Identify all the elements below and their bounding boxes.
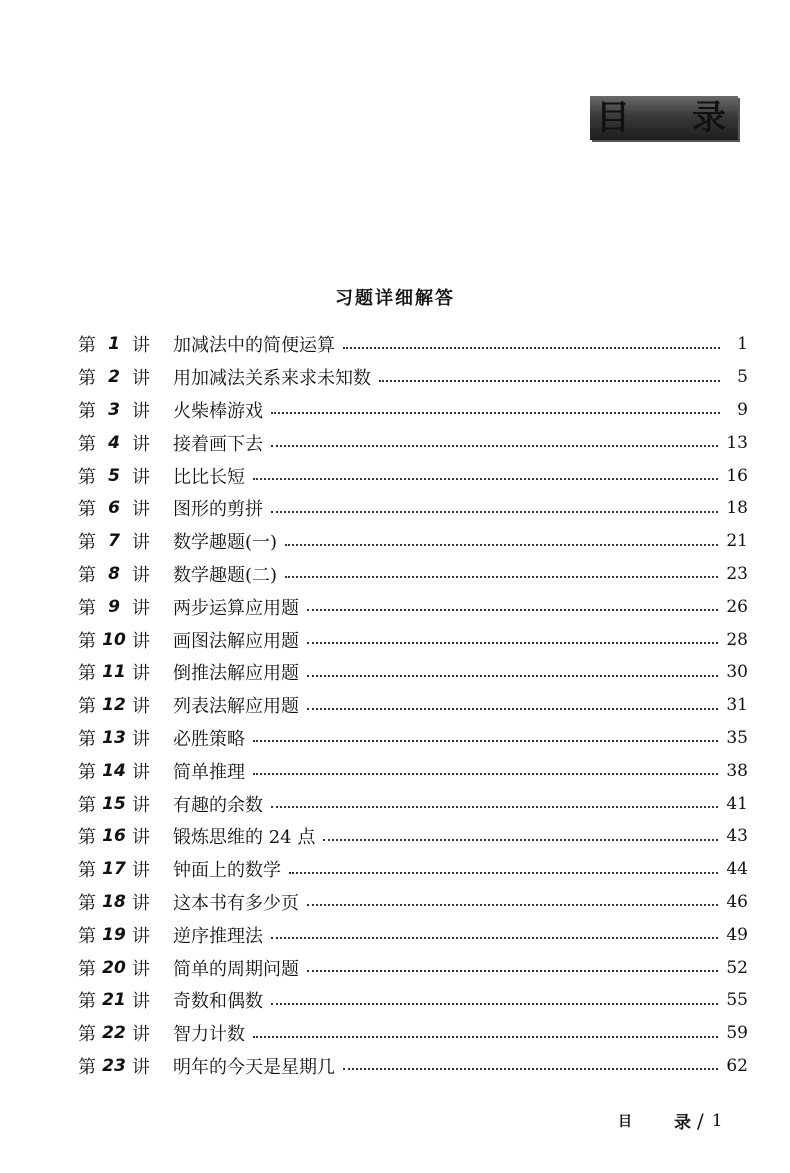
lecture-prefix: 第: [78, 433, 96, 455]
lecture-label: [78, 561, 173, 587]
lecture-number: 6: [108, 498, 120, 519]
lecture-prefix: 第: [78, 761, 96, 783]
lecture-number: 17: [102, 859, 126, 880]
lecture-label: [78, 659, 173, 685]
entry-page-number: 49: [726, 924, 748, 945]
dot-leader: [307, 674, 718, 677]
entry-title: 倒推法解应用题: [173, 663, 299, 685]
entry-title: 加减法中的简便运算: [173, 335, 335, 357]
toc-entry[interactable]: [78, 623, 748, 656]
lecture-suffix: 讲: [132, 860, 150, 882]
lecture-number: 1: [108, 334, 120, 355]
entry-page-number: 30: [726, 662, 748, 683]
lecture-prefix: 第: [78, 1024, 96, 1046]
lecture-number: 14: [102, 760, 126, 781]
entry-title: 智力计数: [173, 1024, 245, 1046]
lecture-label: [78, 856, 173, 882]
lecture-suffix: 讲: [132, 335, 150, 357]
lecture-prefix: 第: [78, 400, 96, 422]
entry-page-number: 55: [726, 990, 748, 1011]
entry-title: 必胜策略: [173, 728, 245, 750]
lecture-number: 23: [102, 1055, 126, 1076]
dot-leader: [379, 379, 720, 382]
footer-label-b: 录: [674, 1113, 691, 1133]
entry-title: 数学趣题(一): [173, 532, 278, 554]
lecture-label: [78, 791, 173, 817]
dot-leader: [271, 444, 718, 447]
section-heading: 习题详细解答: [335, 288, 455, 309]
lecture-label: [78, 922, 173, 948]
entry-title: 锻炼思维的 24 点: [173, 827, 316, 849]
dot-leader: [271, 805, 718, 808]
dot-leader: [271, 411, 720, 414]
dot-leader: [323, 838, 718, 841]
lecture-label: [78, 364, 173, 390]
entry-title: 奇数和偶数: [173, 991, 263, 1013]
lecture-label: [78, 397, 173, 423]
entry-title: 火柴棒游戏: [173, 400, 263, 422]
dot-leader: [271, 510, 718, 513]
lecture-prefix: 第: [78, 499, 96, 521]
lecture-label: [78, 528, 173, 554]
entry-title: 钟面上的数学: [173, 860, 281, 882]
lecture-prefix: 第: [78, 466, 96, 488]
dot-leader: [307, 641, 718, 644]
entry-page-number: 5: [737, 367, 748, 388]
lecture-prefix: 第: [78, 1056, 96, 1078]
entry-page-number: 46: [726, 891, 748, 912]
lecture-label: [78, 594, 173, 620]
entry-page-number: 41: [726, 793, 748, 814]
entry-title: 画图法解应用题: [173, 630, 299, 652]
dot-leader: [271, 1002, 718, 1005]
lecture-suffix: 讲: [132, 564, 150, 586]
entry-page-number: 44: [726, 859, 748, 880]
lecture-number: 2: [108, 367, 120, 388]
lecture-number: 7: [108, 531, 120, 552]
toc-entry[interactable]: [78, 754, 748, 787]
lecture-suffix: 讲: [132, 925, 150, 947]
lecture-suffix: 讲: [132, 499, 150, 521]
lecture-number: 22: [102, 1023, 126, 1044]
dot-leader: [307, 969, 718, 972]
lecture-suffix: 讲: [132, 1056, 150, 1078]
title-char-mu: 目: [596, 98, 630, 138]
lecture-suffix: 讲: [132, 958, 150, 980]
lecture-suffix: 讲: [132, 597, 150, 619]
entry-page-number: 1: [737, 334, 748, 355]
lecture-label: [78, 889, 173, 915]
lecture-prefix: 第: [78, 958, 96, 980]
toc-entry[interactable]: [78, 328, 748, 361]
entry-title: 用加减法关系来求未知数: [173, 368, 371, 390]
lecture-number: 16: [102, 826, 126, 847]
toc-entry[interactable]: [78, 1017, 748, 1050]
toc-entry[interactable]: [78, 918, 748, 951]
toc-entry[interactable]: [78, 492, 748, 525]
entry-title: 列表法解应用题: [173, 696, 299, 718]
entry-page-number: 38: [726, 760, 748, 781]
footer-page-number: 1: [711, 1110, 723, 1131]
lecture-number: 9: [108, 596, 120, 617]
page-footer: [618, 1108, 723, 1133]
lecture-number: 3: [108, 399, 120, 420]
lecture-prefix: 第: [78, 827, 96, 849]
lecture-number: 18: [102, 891, 126, 912]
dot-leader: [307, 608, 718, 611]
lecture-suffix: 讲: [132, 892, 150, 914]
entry-page-number: 43: [726, 826, 748, 847]
entry-page-number: 59: [726, 1023, 748, 1044]
entry-title: 简单推理: [173, 761, 245, 783]
entry-page-number: 31: [726, 695, 748, 716]
entry-page-number: 23: [726, 563, 748, 584]
entry-page-number: 18: [726, 498, 748, 519]
toc-entry[interactable]: [78, 361, 748, 394]
lecture-prefix: 第: [78, 663, 96, 685]
entry-title: 两步运算应用题: [173, 597, 299, 619]
lecture-number: 15: [102, 793, 126, 814]
entry-page-number: 52: [726, 957, 748, 978]
toc-entry[interactable]: [78, 787, 748, 820]
lecture-prefix: 第: [78, 794, 96, 816]
lecture-suffix: 讲: [132, 368, 150, 390]
lecture-suffix: 讲: [132, 761, 150, 783]
lecture-label: [78, 627, 173, 653]
toc-entry[interactable]: [78, 951, 748, 984]
lecture-suffix: 讲: [132, 696, 150, 718]
lecture-prefix: 第: [78, 532, 96, 554]
lecture-suffix: 讲: [132, 991, 150, 1013]
entry-title: 比比长短: [173, 466, 245, 488]
dot-leader: [343, 346, 720, 349]
lecture-label: [78, 463, 173, 489]
lecture-prefix: 第: [78, 597, 96, 619]
lecture-number: 21: [102, 990, 126, 1011]
lecture-prefix: 第: [78, 368, 96, 390]
toc-entry[interactable]: [78, 1050, 748, 1083]
toc-list: [78, 328, 748, 1082]
toc-entry[interactable]: [78, 525, 748, 558]
lecture-number: 8: [108, 563, 120, 584]
lecture-prefix: 第: [78, 630, 96, 652]
lecture-prefix: 第: [78, 728, 96, 750]
dot-leader: [253, 477, 718, 480]
dot-leader: [307, 903, 718, 906]
dot-leader: [253, 739, 718, 742]
entry-title: 简单的周期问题: [173, 958, 299, 980]
toc-entry[interactable]: [78, 689, 748, 722]
entry-page-number: 9: [737, 399, 748, 420]
lecture-prefix: 第: [78, 564, 96, 586]
lecture-suffix: 讲: [132, 400, 150, 422]
lecture-number: 13: [102, 727, 126, 748]
entry-title: 图形的剪拼: [173, 499, 263, 521]
lecture-number: 20: [102, 957, 126, 978]
lecture-number: 19: [102, 924, 126, 945]
title-char-lu: 录: [692, 98, 726, 138]
lecture-suffix: 讲: [132, 532, 150, 554]
lecture-suffix: 讲: [132, 728, 150, 750]
lecture-label: [78, 331, 173, 357]
toc-entry[interactable]: [78, 886, 748, 919]
toc-entry[interactable]: [78, 426, 748, 459]
lecture-suffix: 讲: [132, 827, 150, 849]
lecture-prefix: 第: [78, 892, 96, 914]
toc-entry[interactable]: [78, 394, 748, 427]
entry-page-number: 16: [726, 465, 748, 486]
footer-separator: /: [697, 1108, 704, 1133]
lecture-prefix: 第: [78, 860, 96, 882]
entry-page-number: 26: [726, 596, 748, 617]
dot-leader: [289, 871, 718, 874]
entry-page-number: 62: [726, 1055, 748, 1076]
lecture-label: [78, 758, 173, 784]
entry-page-number: 21: [726, 531, 748, 552]
lecture-number: 12: [102, 695, 126, 716]
lecture-suffix: 讲: [132, 1024, 150, 1046]
entry-page-number: 35: [726, 727, 748, 748]
footer-label-a: 目: [618, 1113, 632, 1130]
lecture-suffix: 讲: [132, 466, 150, 488]
lecture-prefix: 第: [78, 925, 96, 947]
entry-title: 这本书有多少页: [173, 892, 299, 914]
toc-entry[interactable]: [78, 853, 748, 886]
toc-entry[interactable]: [78, 558, 748, 591]
lecture-suffix: 讲: [132, 630, 150, 652]
dot-leader: [253, 1035, 718, 1038]
dot-leader: [285, 543, 718, 546]
toc-entry[interactable]: [78, 590, 748, 623]
dot-leader: [253, 772, 718, 775]
dot-leader: [285, 575, 718, 578]
lecture-number: 5: [108, 465, 120, 486]
lecture-label: [78, 430, 173, 456]
lecture-prefix: 第: [78, 335, 96, 357]
toc-entry[interactable]: [78, 656, 748, 689]
entry-title: 接着画下去: [173, 433, 263, 455]
toc-entry[interactable]: [78, 984, 748, 1017]
lecture-label: [78, 725, 173, 751]
lecture-prefix: 第: [78, 696, 96, 718]
entry-page-number: 13: [726, 432, 748, 453]
toc-entry[interactable]: [78, 820, 748, 853]
toc-entry[interactable]: [78, 459, 748, 492]
entry-title: 明年的今天是星期几: [173, 1056, 335, 1078]
lecture-suffix: 讲: [132, 663, 150, 685]
lecture-label: [78, 1020, 173, 1046]
entry-title: 数学趣题(二): [173, 564, 278, 586]
lecture-prefix: 第: [78, 991, 96, 1013]
toc-entry[interactable]: [78, 722, 748, 755]
entry-page-number: 28: [726, 629, 748, 650]
entry-title: 逆序推理法: [173, 925, 263, 947]
lecture-number: 10: [102, 629, 126, 650]
lecture-suffix: 讲: [132, 794, 150, 816]
lecture-label: [78, 495, 173, 521]
lecture-label: [78, 823, 173, 849]
lecture-number: 11: [102, 662, 126, 683]
dot-leader: [271, 936, 718, 939]
lecture-label: [78, 692, 173, 718]
dot-leader: [343, 1067, 718, 1070]
dot-leader: [307, 707, 718, 710]
lecture-suffix: 讲: [132, 433, 150, 455]
entry-title: 有趣的余数: [173, 794, 263, 816]
lecture-label: [78, 987, 173, 1013]
lecture-number: 4: [108, 432, 120, 453]
toc-title-banner: [590, 96, 738, 140]
lecture-label: [78, 955, 173, 981]
lecture-label: [78, 1053, 173, 1079]
